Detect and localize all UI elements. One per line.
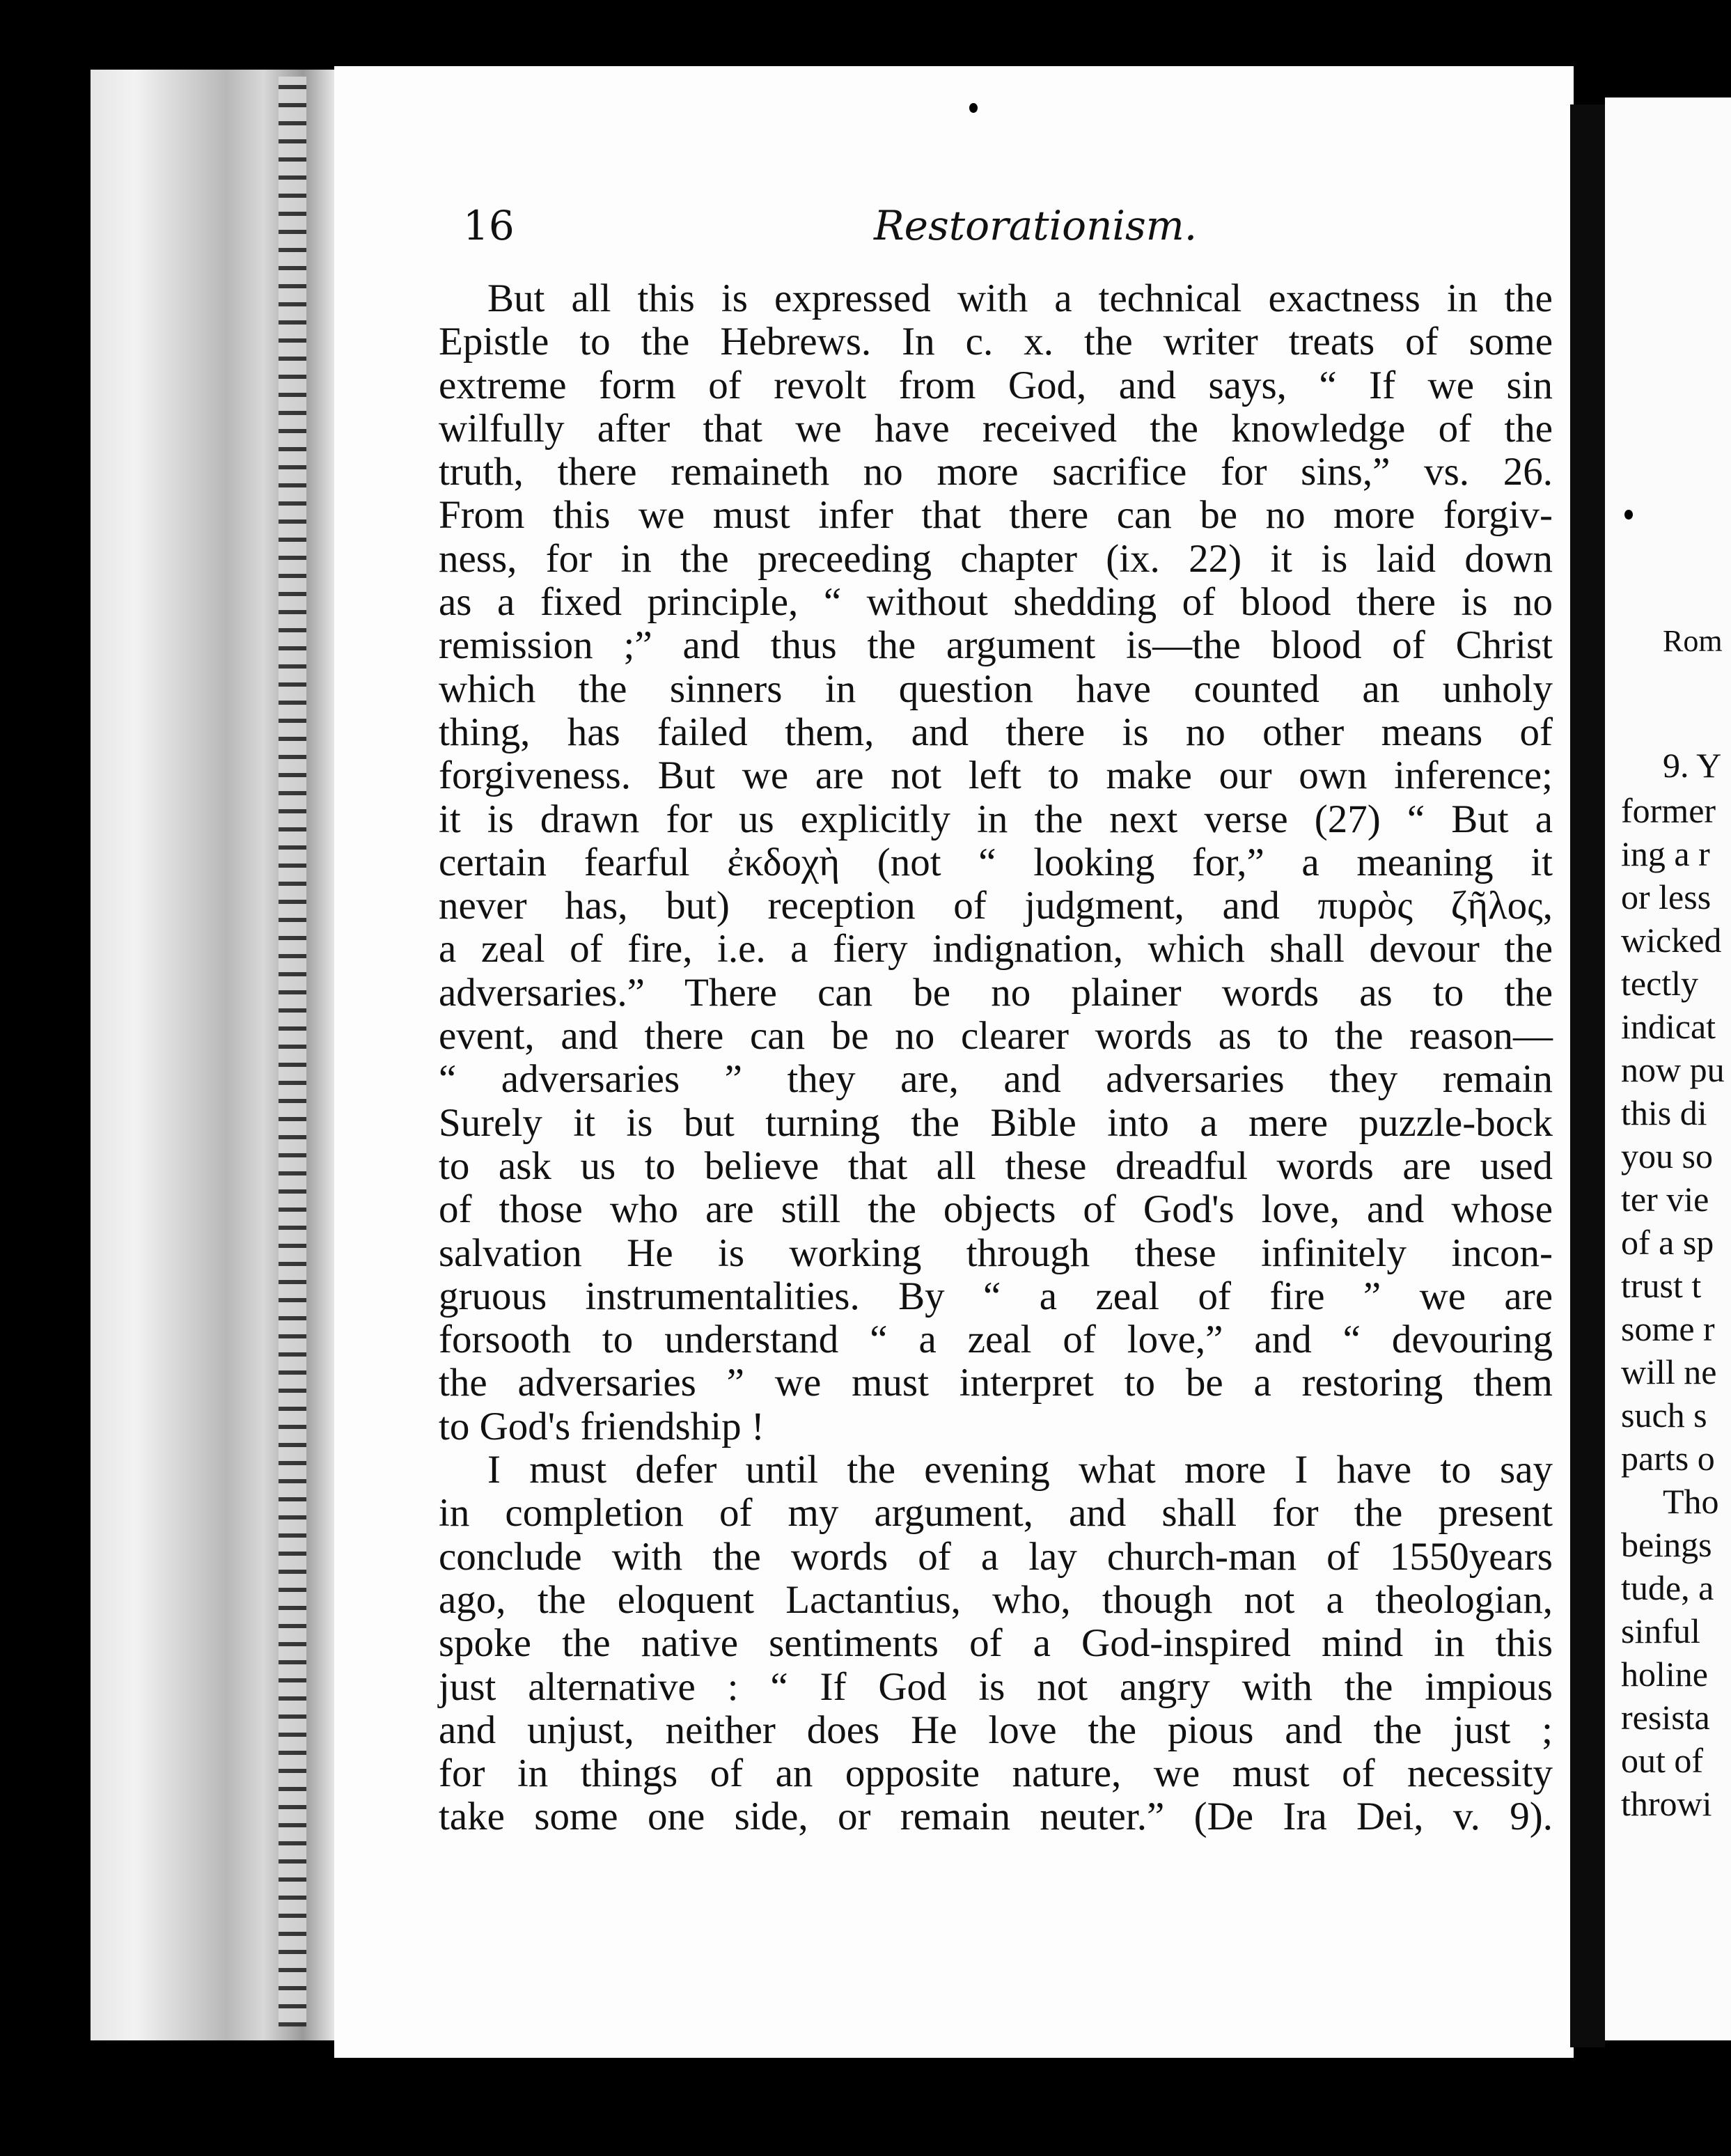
text-fragment: ter vie <box>1621 1180 1709 1219</box>
text-fragment: this di <box>1621 1093 1707 1132</box>
text-line: for in things of an opposite nature, we must of necessity <box>439 1751 1553 1796</box>
text-line: salvation He is working through these infinitely incon- <box>439 1231 1553 1275</box>
text-line: conclude with the words of a lay church-man of 1550years <box>439 1534 1553 1579</box>
text-line: of those who are still the objects of God's love, and whose <box>439 1187 1553 1232</box>
text-line: to God's friendship ! <box>439 1404 765 1448</box>
text-line: truth, there remaineth no more sacrifice for sins,” vs. 26. <box>439 450 1553 494</box>
text-fragment: Rom <box>1663 624 1723 658</box>
text-line: a zeal of fire, i.e. a fiery indignation, which shall devour the <box>439 927 1553 971</box>
text-fragment: trust t <box>1621 1266 1702 1305</box>
page-gutter <box>1570 104 1605 2047</box>
text-fragment: some r <box>1621 1309 1715 1348</box>
text-line: forsooth to understand “ a zeal of love,” and “ devouring <box>439 1318 1553 1362</box>
text-line: thing, has failed them, and there is no other means of <box>439 710 1553 754</box>
text-line: just alternative : “ If God is not angry with the impious <box>439 1664 1553 1709</box>
text-fragment: you so <box>1621 1136 1713 1175</box>
text-line: event, and there can be no clearer words as to the reason— <box>439 1014 1553 1059</box>
text-line: ness, for in the preceeding chapter (ix. 22) it is laid down <box>439 536 1553 581</box>
text-fragment: Tho <box>1663 1482 1719 1521</box>
text-line: extreme form of revolt from God, and says, “ If we sin <box>439 363 1553 407</box>
text-line: But all this is expressed with a technical exactness in the <box>487 276 1553 320</box>
text-fragment: now pu <box>1621 1050 1725 1089</box>
text-line: From this we must infer that there can be no more forgiv- <box>439 493 1553 538</box>
text-fragment: ing a r <box>1621 834 1710 873</box>
text-line: I must defer until the evening what more I have to say <box>487 1448 1553 1492</box>
text-line: and unjust, neither does He love the pious and the just ; <box>439 1708 1553 1752</box>
text-line: to ask us to believe that all these dreadful words are used <box>439 1143 1553 1188</box>
running-header <box>463 202 1549 265</box>
text-fragment: of a sp <box>1621 1223 1714 1262</box>
spine-binding-marks <box>279 77 306 2026</box>
text-line: spoke the native sentiments of a God-inspired mind in this <box>439 1621 1553 1666</box>
text-fragment: beings <box>1621 1525 1712 1564</box>
text-line: take some one side, or remain neuter.” (De Ira Dei, v. 9). <box>439 1795 1553 1839</box>
running-title: Restorationism. <box>874 202 1198 249</box>
ink-speck <box>1624 510 1633 520</box>
text-line: in completion of my argument, and shall for the present <box>439 1491 1553 1536</box>
text-line: Surely it is but turning the Bible into a mere puzzle-bock <box>439 1100 1553 1145</box>
text-line: Epistle to the Hebrews. In c. x. the writer treats of some <box>439 320 1553 364</box>
text-fragment: throwi <box>1621 1784 1712 1823</box>
page-number: 16 <box>463 202 515 249</box>
text-line: which the sinners in question have counted an unholy <box>439 666 1553 711</box>
text-line: gruous instrumentalities. By “ a zeal of fire ” we are <box>439 1274 1553 1318</box>
paragraph <box>439 277 1553 1448</box>
text-line: wilfully after that we have received the knowledge of the <box>439 406 1553 451</box>
text-fragment: or less <box>1621 877 1712 916</box>
text-line: ago, the eloquent Lactantius, who, though not a theologian, <box>439 1577 1553 1622</box>
text-fragment: 9. Y <box>1663 746 1722 785</box>
text-fragment: wicked <box>1621 921 1722 960</box>
text-line: it is drawn for us explicitly in the next verse (27) “ But a <box>439 797 1553 841</box>
text-line: never has, but) reception of judgment, and πυρὸς ζῆλος, <box>439 884 1553 928</box>
body-text <box>439 277 1553 1839</box>
paragraph <box>439 1448 1553 1839</box>
text-line: certain fearful ἐκδοχὴ (not “ looking for,” a meaning it <box>439 840 1553 884</box>
text-line: the adversaries ” we must interpret to be a restoring them <box>439 1361 1553 1405</box>
text-fragment: tude, a <box>1621 1568 1714 1607</box>
text-fragment: tectly <box>1621 964 1699 1003</box>
text-fragment: sinful <box>1621 1611 1700 1650</box>
text-fragment: former <box>1621 791 1716 830</box>
text-fragment: such s <box>1621 1396 1707 1435</box>
text-fragment: indicat <box>1621 1007 1716 1046</box>
text-line: as a fixed principle, “ without shedding of blood there is no <box>439 580 1553 625</box>
text-line: forgiveness. But we are not left to make our own inference; <box>439 753 1553 798</box>
text-line: remission ;” and thus the argument is—the blood of Christ <box>439 623 1553 668</box>
text-fragment: out of <box>1621 1741 1704 1780</box>
text-fragment: resista <box>1621 1698 1710 1737</box>
text-fragment: parts o <box>1621 1439 1715 1478</box>
ink-speck <box>969 103 978 113</box>
text-fragment: holine <box>1621 1655 1708 1694</box>
text-line: “ adversaries ” they are, and adversaries they remain <box>439 1057 1553 1102</box>
text-fragment: will ne <box>1621 1352 1717 1391</box>
text-line: adversaries.” There can be no plainer words as to the <box>439 970 1553 1015</box>
